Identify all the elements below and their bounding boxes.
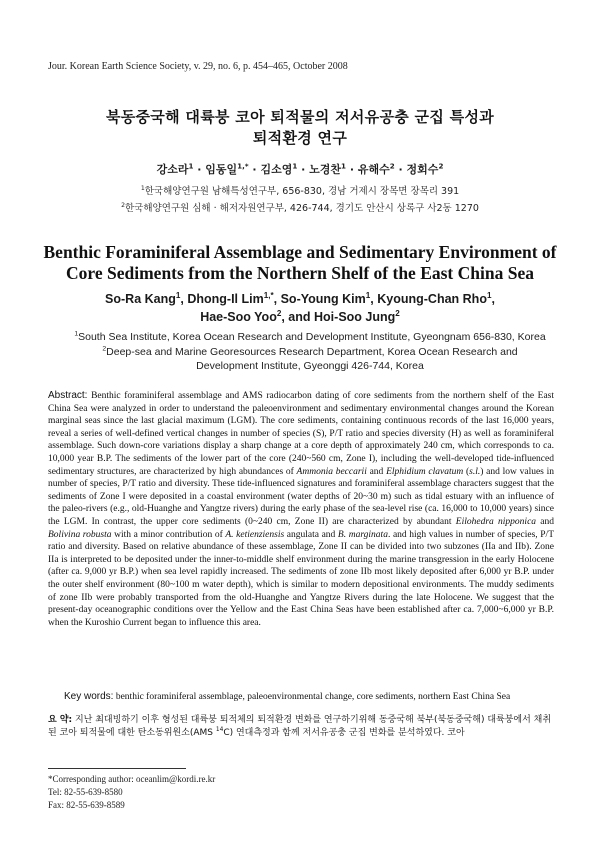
keywords-text: benthic foraminiferal assemblage, paleoenvironmental change, core sediments, northern East China Sea xyxy=(113,692,511,702)
species-name: Elphidium clavatum xyxy=(386,466,464,477)
korean-summary-label: 요 약: xyxy=(48,715,73,725)
author-separator: · xyxy=(346,163,358,176)
author-mark: 2 xyxy=(438,161,444,171)
english-author: Kyoung-Chan Rho xyxy=(377,292,487,306)
english-affiliation-2-text: Deep-sea and Marine Georesources Research Department, Korea Ocean Research and xyxy=(106,346,518,358)
corresponding-author-note: *Corresponding author: oceanlim@kordi.re.kr xyxy=(48,774,216,784)
author-mark: 1 xyxy=(175,290,181,300)
korean-title-line-1: 북동중국해 대륙붕 코아 퇴적물의 저서유공충 군집 특성과 xyxy=(105,108,495,126)
korean-author: 노경찬 xyxy=(309,163,342,176)
abstract-label: Abstract: xyxy=(48,390,88,401)
english-author: Dhong-Il Lim xyxy=(187,292,264,306)
author-mark: 1 xyxy=(486,290,492,300)
abstract-text: angulata and xyxy=(284,529,338,540)
korean-author: 강소라 xyxy=(156,163,189,176)
english-title-line-2: Core Sediments from the Northern Shelf of the East China Sea xyxy=(66,263,534,283)
english-title-line-1: Benthic Foraminiferal Assemblage and Sedimentary Environment of xyxy=(43,242,557,262)
english-author: Hae-Soo Yoo xyxy=(200,310,277,324)
isotope-mark: 14 xyxy=(215,727,224,733)
abstract-text: ) and low values in number of species, P/T ratio and diversity. These tide-influenced signatures and foraminiferal assemblage characters suggest that the sediments of Zone I were deposited in a coastal environment (water depths of 20~30 m) such as tidal estuary with an influence of the paleo-rivers (e.g., old-Huanghe and Yangtze rivers) during the early phase of the sea-level rise (ca. 16,000 to 10,000 years) since the LGM. In contrast, the upper core sediments (0~240 cm, Zone II) are characterized by abundant xyxy=(48,466,555,527)
author-mark: 1 xyxy=(341,161,346,171)
english-author: So-Young Kim xyxy=(280,292,366,306)
affiliation-mark: 2 xyxy=(102,345,107,353)
running-head: Jour. Korean Earth Science Society, v. 29, no. 6, p. 454–465, October 2008 xyxy=(48,61,348,72)
keywords-label: Key words: xyxy=(64,691,114,702)
english-affiliation-1 xyxy=(60,330,560,344)
korean-title-line-2: 퇴적환경 연구 xyxy=(252,129,348,147)
species-name: Bolivina robusta xyxy=(48,529,112,540)
author-separator: · xyxy=(394,163,407,176)
author-mark: 2 xyxy=(389,161,395,171)
korean-author-list xyxy=(40,161,560,177)
abstract-text: with a minor contribution of xyxy=(111,529,226,540)
author-separator: · xyxy=(193,163,206,176)
abstract-text: and xyxy=(366,466,387,477)
author-mark: 1 xyxy=(365,290,371,300)
korean-author: 김소영 xyxy=(260,163,293,176)
author-separator: · xyxy=(297,163,310,176)
author-mark: 1,* xyxy=(263,290,274,300)
english-affiliation-2-line-1 xyxy=(60,345,560,359)
english-author-list-line-2 xyxy=(30,310,570,324)
telephone-note: Tel: 82-55-639-8580 xyxy=(48,787,123,797)
keywords xyxy=(64,691,554,702)
footnote-divider xyxy=(48,768,186,769)
abstract-text: and xyxy=(536,516,555,527)
affiliation-mark: 2 xyxy=(121,201,125,209)
author-mark: 2 xyxy=(276,308,282,318)
species-name: A. ketienziensis xyxy=(225,529,285,540)
footnotes xyxy=(48,773,215,812)
author-mark: 1 xyxy=(188,161,194,171)
species-name: Ammonia beccarii xyxy=(296,466,367,477)
korean-summary-text: C) 연대측정과 함께 저서유공충 군집 변화를 분석하였다. 코아 xyxy=(223,728,465,738)
korean-author: 임동일 xyxy=(205,163,238,176)
author-mark: 1,* xyxy=(237,161,249,171)
english-author-list-line-1: So-Ra Kang$^1$, Dhong-Il Lim$^{1,*}$, So-Young Kim$^1$, Kyoung-Chan Rho$^1$, xyxy=(105,290,495,306)
affiliation-mark: 1 xyxy=(140,184,145,192)
english-affiliation-1-text: South Sea Institute, Korea Ocean Research and Development Institute, Gyeongnam 656-830, Korea xyxy=(78,331,546,343)
english-author: Hoi-Soo Jung xyxy=(314,310,396,324)
abstract-text: ( xyxy=(463,466,470,477)
abstract xyxy=(48,390,554,629)
author-mark: 2 xyxy=(395,308,400,318)
korean-author: 정회수 xyxy=(406,163,439,176)
abstract-text: Benthic foraminiferal assemblage and AMS radiocarbon dating of core sediments from the northern shelf of the East China Sea were analyzed in order to understand the paleoenvironment and sedimentary environmental changes around the Korean marginal seas since the last glacial maximum (LGM). The core sediments, containing continuous records of the last 16,000 years, reveal a series of well-defined vertical changes in number of species (S), P/T ratio and species diversity (H) as well as foraminiferal assemblage. Such down-core variations display a sharp change at a core depth of approximately 240 cm, which corresponds to ca. 10,000 year B.P. The sediments of the lower part of the core (240~560 cm, Zone I), including the well-developed tide-influenced sedimentary structures, are characterized by high abundances of xyxy=(48,391,554,477)
korean-affiliation-2 xyxy=(40,200,560,214)
korean-summary xyxy=(48,714,554,740)
species-name: Eilohedra nipponica xyxy=(455,516,537,527)
korean-summary-text: 지난 최대빙하기 이후 형성된 대륙붕 퇴적체의 퇴적환경 변화를 연구하기위해 동중국해 북부(북동중국해) 대륙붕에서 채취된 코아 퇴적물에 대한 탄소동위원소(AMS xyxy=(48,715,552,738)
affiliation-mark: 1 xyxy=(74,330,79,338)
abstract-text: . and high values in number of species, P/T ratio and diversity. Based on relative abundance of these assemblage, Zone II can be divided into two subzones (IIa and IIb). Zone IIa is interpreted to be deposited under the inner-to-middle shelf environment during the marine transgression in the early Holocene (after ca. 9,000 yr B.P.) when sea level rapidly increased. The sediments of zone IIb most likely deposited after 6,000 yr B.P. under the outer shelf environment (80~100 m water depth), which is similar to modern depositional environments. The muddy sediments of zone IIb were probably transported from the old-Huanghe and Yangtze Rivers during the late Holocene. We suggest that the present-day oceanographic conditions over the Yellow and the East China Seas have been established after ca. 7,000~6,000 yr B.P. when the Kuroshio Current began to influence this area. xyxy=(48,529,554,628)
species-name: B. marginata xyxy=(337,529,388,540)
korean-author: 유해수 xyxy=(357,163,390,176)
fax-note: Fax: 82-55-639-8589 xyxy=(48,800,125,810)
english-affiliation-2-line-2: Development Institute, Gyeonggi 426-744, Korea xyxy=(196,360,424,372)
korean-affiliation-1-text: 한국해양연구원 남해특성연구부, 656-830, 경남 거제시 장목면 장목리 391 xyxy=(144,186,460,197)
author-mark: 1 xyxy=(292,161,298,171)
korean-affiliation-2-text: 한국해양연구원 심해 · 해저자원연구부, 426-744, 경기도 안산시 상록구 사2동 1270 xyxy=(124,203,479,214)
author-conjunction: , and xyxy=(281,310,315,324)
english-author: So-Ra Kang xyxy=(105,292,176,306)
author-separator: · xyxy=(248,163,261,176)
korean-affiliation-1 xyxy=(40,183,560,197)
sensu-lato: s.l. xyxy=(469,466,481,477)
